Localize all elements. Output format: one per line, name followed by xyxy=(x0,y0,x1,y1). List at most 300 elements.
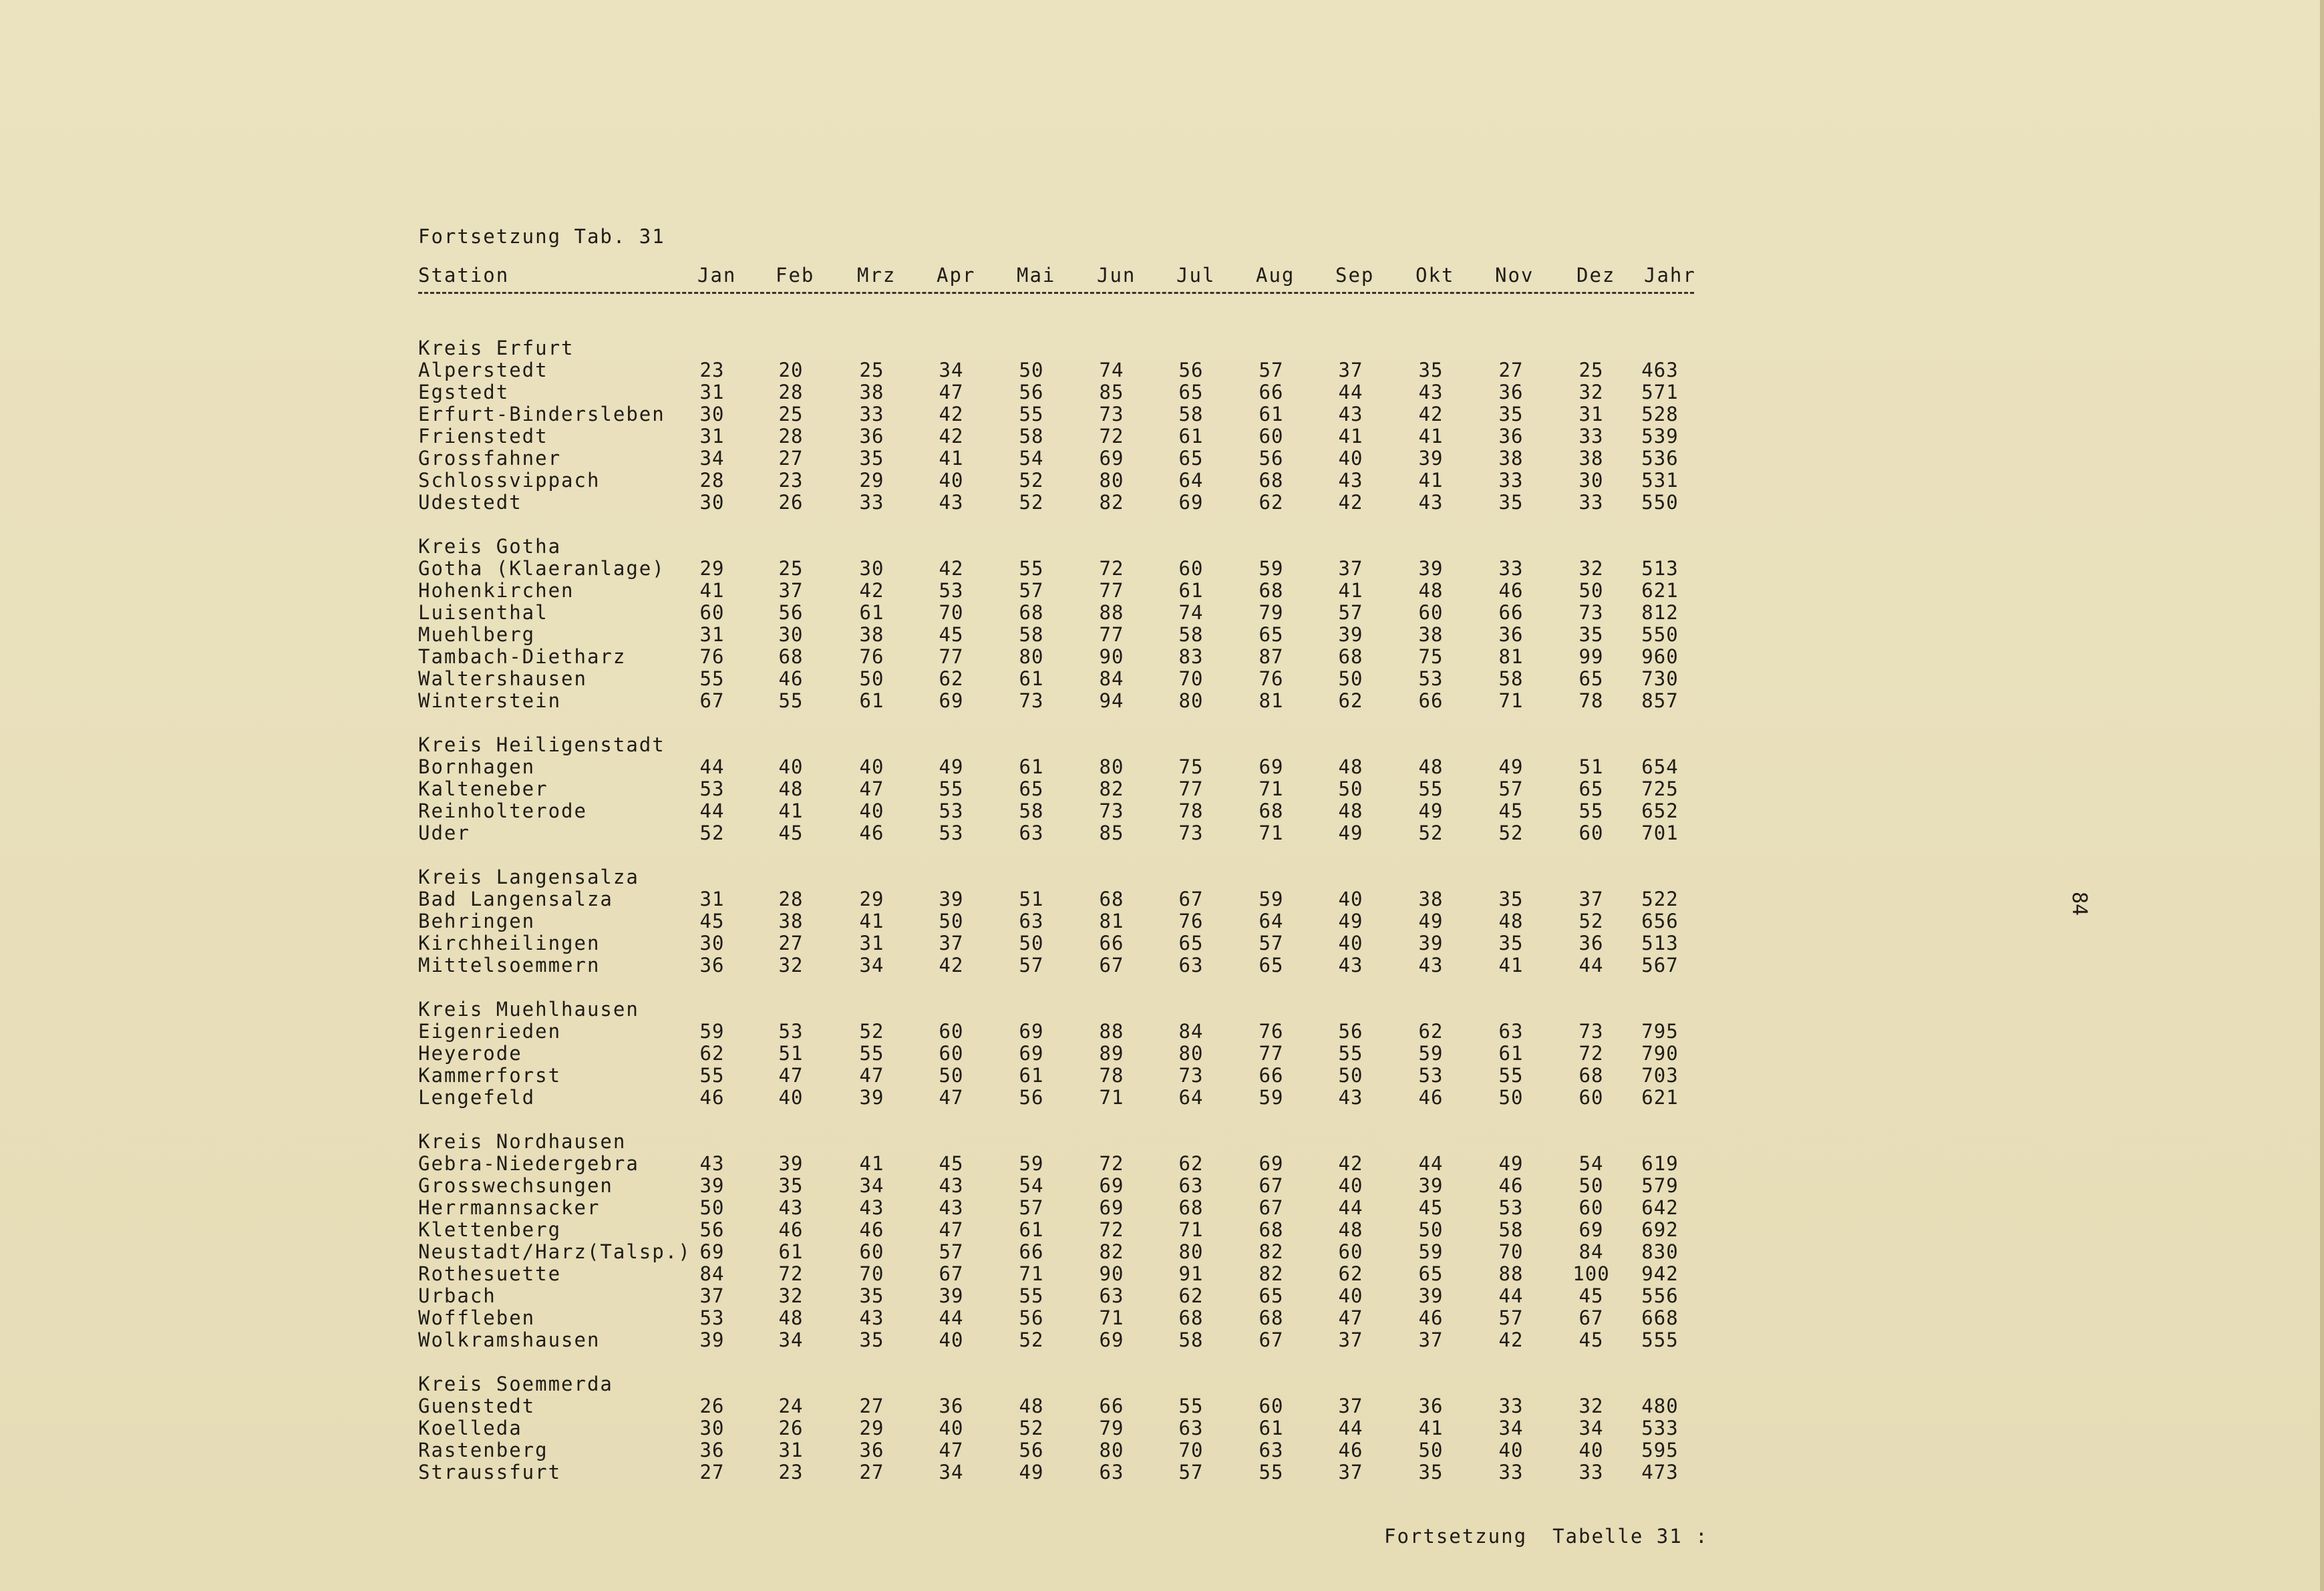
table-row xyxy=(418,800,1727,822)
table-cell: 46 xyxy=(699,1086,725,1109)
group-title: Kreis Muehlhausen xyxy=(418,998,639,1021)
table-cell: 701 xyxy=(1641,822,1679,844)
table-cell: 52 xyxy=(1019,1329,1044,1351)
table-cell: 71 xyxy=(1259,822,1284,844)
table-cell: 53 xyxy=(699,777,725,800)
station-name: Grossfahner xyxy=(418,447,562,470)
table-cell: 37 xyxy=(1418,1329,1444,1351)
table-cell: 81 xyxy=(1259,689,1284,712)
table-cell: 61 xyxy=(1259,403,1284,425)
table-cell: 39 xyxy=(939,888,964,910)
table-cell: 66 xyxy=(1498,601,1524,624)
table-cell: 31 xyxy=(699,888,725,910)
table-cell: 68 xyxy=(1259,800,1284,822)
table-cell: 88 xyxy=(1498,1262,1524,1285)
table-cell: 73 xyxy=(1579,601,1604,624)
table-cell: 50 xyxy=(1019,932,1044,954)
table-cell: 34 xyxy=(1579,1417,1604,1439)
table-cell: 49 xyxy=(1418,800,1444,822)
table-cell: 55 xyxy=(1259,1461,1284,1483)
table-cell: 41 xyxy=(859,910,884,932)
table-cell: 55 xyxy=(1019,557,1044,580)
table-cell: 73 xyxy=(1099,800,1124,822)
table-cell: 35 xyxy=(1498,403,1524,425)
table-cell: 69 xyxy=(1099,1196,1124,1219)
table-cell: 40 xyxy=(1338,447,1363,470)
table-row xyxy=(418,932,1727,954)
table-cell: 82 xyxy=(1099,491,1124,514)
group-title: Kreis Nordhausen xyxy=(418,1130,627,1153)
table-cell: 473 xyxy=(1641,1461,1679,1483)
table-cell: 41 xyxy=(1338,425,1363,448)
header-jahr: Jahr xyxy=(1644,264,1696,287)
station-group xyxy=(418,999,1727,1109)
station-name: Egstedt xyxy=(418,381,510,403)
table-cell: 62 xyxy=(1178,1152,1204,1175)
table-cell: 73 xyxy=(1579,1020,1604,1043)
table-cell: 58 xyxy=(1498,1218,1524,1241)
table-cell: 68 xyxy=(1178,1196,1204,1219)
table-cell: 61 xyxy=(778,1240,804,1263)
table-cell: 41 xyxy=(1418,1417,1444,1439)
table-cell: 68 xyxy=(1259,1306,1284,1329)
table-cell: 36 xyxy=(859,1439,884,1461)
table-cell: 60 xyxy=(1338,1240,1363,1263)
table-cell: 64 xyxy=(1178,1086,1204,1109)
table-cell: 51 xyxy=(1019,888,1044,910)
table-cell: 68 xyxy=(1259,1218,1284,1241)
table-cell: 88 xyxy=(1099,601,1124,624)
table-cell: 32 xyxy=(778,954,804,977)
table-cell: 44 xyxy=(699,800,725,822)
table-row xyxy=(418,756,1727,778)
table-row xyxy=(418,1065,1727,1087)
table-cell: 63 xyxy=(1099,1461,1124,1483)
table-cell: 69 xyxy=(1019,1020,1044,1043)
table-cell: 62 xyxy=(1338,689,1363,712)
table-cell: 45 xyxy=(939,1152,964,1175)
table-cell: 80 xyxy=(1178,1042,1204,1065)
table-row xyxy=(418,492,1727,514)
table-cell: 49 xyxy=(1498,1152,1524,1175)
table-cell: 53 xyxy=(699,1306,725,1329)
table-cell: 40 xyxy=(939,1417,964,1439)
table-cell: 69 xyxy=(1259,755,1284,778)
header-jan: Jan xyxy=(697,264,737,287)
table-cell: 80 xyxy=(1099,755,1124,778)
table-cell: 58 xyxy=(1178,403,1204,425)
table-row xyxy=(418,1263,1727,1285)
table-cell: 48 xyxy=(1338,1218,1363,1241)
table-cell: 61 xyxy=(1178,579,1204,602)
table-cell: 41 xyxy=(778,800,804,822)
table-cell: 31 xyxy=(1579,403,1604,425)
station-group xyxy=(418,1131,1727,1351)
table-cell: 33 xyxy=(859,491,884,514)
station-name: Guenstedt xyxy=(418,1395,536,1417)
table-row xyxy=(418,646,1727,668)
table-cell: 27 xyxy=(778,932,804,954)
station-name: Straussfurt xyxy=(418,1461,562,1483)
table-cell: 49 xyxy=(1019,1461,1044,1483)
table-row xyxy=(418,1175,1727,1197)
table-cell: 40 xyxy=(1338,932,1363,954)
table-cell: 40 xyxy=(778,755,804,778)
table-row xyxy=(418,1329,1727,1351)
table-caption: Fortsetzung Tab. 31 xyxy=(418,225,665,248)
table-cell: 34 xyxy=(859,1174,884,1197)
table-cell: 23 xyxy=(699,359,725,381)
table-cell: 33 xyxy=(1498,557,1524,580)
table-cell: 65 xyxy=(1418,1262,1444,1285)
table-cell: 56 xyxy=(778,601,804,624)
table-cell: 39 xyxy=(859,1086,884,1109)
table-cell: 80 xyxy=(1019,645,1044,668)
table-cell: 35 xyxy=(1498,932,1524,954)
table-cell: 960 xyxy=(1641,645,1679,668)
station-name: Mittelsoemmern xyxy=(418,954,601,977)
table-cell: 58 xyxy=(1019,623,1044,646)
table-cell: 57 xyxy=(1338,601,1363,624)
table-cell: 36 xyxy=(699,1439,725,1461)
table-cell: 72 xyxy=(1579,1042,1604,1065)
table-cell: 56 xyxy=(1019,1086,1044,1109)
table-cell: 31 xyxy=(778,1439,804,1461)
table-cell: 795 xyxy=(1641,1020,1679,1043)
table-cell: 56 xyxy=(1178,359,1204,381)
station-name: Grosswechsungen xyxy=(418,1174,613,1197)
table-cell: 61 xyxy=(1019,755,1044,778)
table-cell: 65 xyxy=(1178,447,1204,470)
table-cell: 91 xyxy=(1178,1262,1204,1285)
table-cell: 68 xyxy=(778,645,804,668)
table-cell: 77 xyxy=(939,645,964,668)
table-row xyxy=(418,1153,1727,1175)
table-cell: 37 xyxy=(939,932,964,954)
table-cell: 66 xyxy=(1099,932,1124,954)
table-cell: 55 xyxy=(939,777,964,800)
table-cell: 55 xyxy=(699,667,725,690)
table-cell: 69 xyxy=(939,689,964,712)
table-row xyxy=(418,470,1727,492)
table-cell: 55 xyxy=(1019,1284,1044,1307)
table-cell: 539 xyxy=(1641,425,1679,448)
table-cell: 57 xyxy=(1019,579,1044,602)
table-cell: 40 xyxy=(859,755,884,778)
table-cell: 555 xyxy=(1641,1329,1679,1351)
table-cell: 60 xyxy=(1579,822,1604,844)
table-cell: 73 xyxy=(1099,403,1124,425)
table-cell: 60 xyxy=(939,1020,964,1043)
table-cell: 69 xyxy=(1099,1329,1124,1351)
table-cell: 60 xyxy=(1418,601,1444,624)
table-cell: 68 xyxy=(1178,1306,1204,1329)
table-cell: 69 xyxy=(699,1240,725,1263)
station-group xyxy=(418,866,1727,977)
table-cell: 67 xyxy=(699,689,725,712)
table-cell: 50 xyxy=(859,667,884,690)
table-cell: 52 xyxy=(1019,469,1044,492)
table-cell: 71 xyxy=(1099,1086,1124,1109)
table-cell: 39 xyxy=(939,1284,964,1307)
table-cell: 68 xyxy=(1259,469,1284,492)
table-cell: 75 xyxy=(1418,645,1444,668)
header-rule xyxy=(418,292,1694,294)
table-cell: 27 xyxy=(859,1461,884,1483)
table-cell: 56 xyxy=(1259,447,1284,470)
table-cell: 78 xyxy=(1579,689,1604,712)
table-row xyxy=(418,1197,1727,1219)
group-title: Kreis Erfurt xyxy=(418,337,574,359)
table-cell: 38 xyxy=(1418,888,1444,910)
table-cell: 74 xyxy=(1178,601,1204,624)
table-cell: 61 xyxy=(1259,1417,1284,1439)
table-cell: 65 xyxy=(1259,623,1284,646)
table-cell: 61 xyxy=(1178,425,1204,448)
table-cell: 32 xyxy=(778,1284,804,1307)
station-name: Lengefeld xyxy=(418,1086,536,1109)
table-cell: 528 xyxy=(1641,403,1679,425)
table-cell: 53 xyxy=(939,579,964,602)
table-cell: 29 xyxy=(859,1417,884,1439)
table-cell: 55 xyxy=(1178,1395,1204,1417)
table-cell: 42 xyxy=(1498,1329,1524,1351)
table-cell: 62 xyxy=(939,667,964,690)
header-feb: Feb xyxy=(776,264,815,287)
table-cell: 49 xyxy=(939,755,964,778)
table-cell: 31 xyxy=(699,623,725,646)
table-cell: 46 xyxy=(1338,1439,1363,1461)
station-name: Behringen xyxy=(418,910,536,932)
table-cell: 42 xyxy=(1418,403,1444,425)
table-cell: 56 xyxy=(699,1218,725,1241)
table-cell: 71 xyxy=(1099,1306,1124,1329)
table-cell: 39 xyxy=(1418,1284,1444,1307)
table-cell: 64 xyxy=(1259,910,1284,932)
station-name: Klettenberg xyxy=(418,1218,562,1241)
table-cell: 61 xyxy=(1019,1064,1044,1087)
table-cell: 579 xyxy=(1641,1174,1679,1197)
table-cell: 38 xyxy=(1418,623,1444,646)
table-cell: 63 xyxy=(1019,910,1044,932)
table-cell: 52 xyxy=(859,1020,884,1043)
table-cell: 69 xyxy=(1099,447,1124,470)
table-cell: 43 xyxy=(1418,381,1444,403)
table-cell: 52 xyxy=(699,822,725,844)
table-cell: 36 xyxy=(1498,381,1524,403)
table-row xyxy=(418,910,1727,932)
table-cell: 50 xyxy=(1418,1218,1444,1241)
table-cell: 44 xyxy=(699,755,725,778)
table-cell: 28 xyxy=(778,381,804,403)
table-cell: 78 xyxy=(1099,1064,1124,1087)
table-cell: 47 xyxy=(859,1064,884,1087)
table-cell: 84 xyxy=(1579,1240,1604,1263)
table-cell: 65 xyxy=(1259,1284,1284,1307)
table-cell: 45 xyxy=(778,822,804,844)
table-cell: 70 xyxy=(859,1262,884,1285)
table-cell: 40 xyxy=(1579,1439,1604,1461)
table-cell: 37 xyxy=(1338,557,1363,580)
table-cell: 87 xyxy=(1259,645,1284,668)
table-cell: 67 xyxy=(1259,1329,1284,1351)
table-cell: 692 xyxy=(1641,1218,1679,1241)
table-cell: 57 xyxy=(939,1240,964,1263)
table-cell: 32 xyxy=(1579,381,1604,403)
table-cell: 48 xyxy=(778,1306,804,1329)
table-cell: 830 xyxy=(1641,1240,1679,1263)
table-cell: 53 xyxy=(1498,1196,1524,1219)
table-cell: 31 xyxy=(699,425,725,448)
table-cell: 60 xyxy=(1579,1196,1604,1219)
table-cell: 39 xyxy=(1418,1174,1444,1197)
page-number: 84 xyxy=(2067,892,2091,916)
table-cell: 41 xyxy=(1498,954,1524,977)
table-cell: 35 xyxy=(1498,491,1524,514)
station-name: Frienstedt xyxy=(418,425,548,448)
table-cell: 38 xyxy=(1579,447,1604,470)
table-cell: 38 xyxy=(1498,447,1524,470)
station-group xyxy=(418,337,1727,514)
table-cell: 67 xyxy=(939,1262,964,1285)
table-row xyxy=(418,425,1727,448)
table-row xyxy=(418,624,1727,646)
table-cell: 44 xyxy=(1338,1196,1363,1219)
table-cell: 60 xyxy=(939,1042,964,1065)
table-cell: 60 xyxy=(1259,425,1284,448)
table-cell: 35 xyxy=(1579,623,1604,646)
table-cell: 33 xyxy=(1579,1461,1604,1483)
table-row xyxy=(418,1395,1727,1417)
header-aug: Aug xyxy=(1256,264,1295,287)
table-cell: 40 xyxy=(939,469,964,492)
table-cell: 38 xyxy=(859,381,884,403)
table-cell: 71 xyxy=(1498,689,1524,712)
table-cell: 43 xyxy=(1418,491,1444,514)
table-cell: 33 xyxy=(1579,425,1604,448)
table-cell: 42 xyxy=(939,557,964,580)
table-cell: 52 xyxy=(1019,491,1044,514)
table-cell: 60 xyxy=(859,1240,884,1263)
table-cell: 47 xyxy=(939,1218,964,1241)
table-cell: 72 xyxy=(1099,425,1124,448)
table-row xyxy=(418,690,1727,712)
table-cell: 49 xyxy=(1418,910,1444,932)
table-cell: 33 xyxy=(1579,491,1604,514)
station-name: Rothesuette xyxy=(418,1262,562,1285)
table-cell: 621 xyxy=(1641,579,1679,602)
table-cell: 62 xyxy=(1418,1020,1444,1043)
table-cell: 88 xyxy=(1099,1020,1124,1043)
table-cell: 37 xyxy=(1338,1461,1363,1483)
table-cell: 41 xyxy=(1338,579,1363,602)
station-name: Tambach-Dietharz xyxy=(418,645,627,668)
table-cell: 50 xyxy=(699,1196,725,1219)
table-cell: 84 xyxy=(1178,1020,1204,1043)
table-cell: 57 xyxy=(1498,777,1524,800)
header-station: Station xyxy=(418,264,510,287)
table-cell: 80 xyxy=(1099,469,1124,492)
table-cell: 34 xyxy=(939,1461,964,1483)
table-cell: 66 xyxy=(1019,1240,1044,1263)
table-cell: 71 xyxy=(1178,1218,1204,1241)
table-cell: 57 xyxy=(1019,954,1044,977)
table-cell: 49 xyxy=(1338,822,1363,844)
table-cell: 25 xyxy=(778,403,804,425)
table-cell: 59 xyxy=(699,1020,725,1043)
table-cell: 46 xyxy=(778,667,804,690)
table-cell: 30 xyxy=(699,403,725,425)
table-cell: 40 xyxy=(1338,1284,1363,1307)
table-cell: 34 xyxy=(1498,1417,1524,1439)
table-cell: 49 xyxy=(1338,910,1363,932)
table-cell: 53 xyxy=(1418,1064,1444,1087)
table-cell: 62 xyxy=(1338,1262,1363,1285)
table-cell: 52 xyxy=(1019,1417,1044,1439)
table-cell: 78 xyxy=(1178,800,1204,822)
table-cell: 35 xyxy=(1418,1461,1444,1483)
table-cell: 56 xyxy=(1019,1439,1044,1461)
table-cell: 68 xyxy=(1579,1064,1604,1087)
station-name: Kirchheilingen xyxy=(418,932,601,954)
table-cell: 52 xyxy=(1418,822,1444,844)
table-cell: 59 xyxy=(1259,1086,1284,1109)
table-cell: 35 xyxy=(859,1284,884,1307)
table-cell: 50 xyxy=(1418,1439,1444,1461)
group-title: Kreis Gotha xyxy=(418,535,562,558)
table-cell: 82 xyxy=(1259,1262,1284,1285)
table-cell: 77 xyxy=(1259,1042,1284,1065)
header-mrz: Mrz xyxy=(857,264,896,287)
station-name: Urbach xyxy=(418,1284,496,1307)
table-cell: 69 xyxy=(1579,1218,1604,1241)
table-cell: 531 xyxy=(1641,469,1679,492)
table-cell: 812 xyxy=(1641,601,1679,624)
table-cell: 76 xyxy=(1259,667,1284,690)
table-cell: 48 xyxy=(1338,755,1363,778)
table-cell: 65 xyxy=(1019,777,1044,800)
table-cell: 36 xyxy=(939,1395,964,1417)
station-name: Alperstedt xyxy=(418,359,548,381)
table-cell: 71 xyxy=(1259,777,1284,800)
header-apr: Apr xyxy=(937,264,976,287)
table-cell: 730 xyxy=(1641,667,1679,690)
table-cell: 80 xyxy=(1178,1240,1204,1263)
table-cell: 63 xyxy=(1178,1417,1204,1439)
table-cell: 40 xyxy=(1338,888,1363,910)
continuation-table: Tabelle 31 : xyxy=(1552,1525,1709,1548)
table-cell: 61 xyxy=(1019,1218,1044,1241)
table-cell: 39 xyxy=(1418,557,1444,580)
table-cell: 43 xyxy=(939,491,964,514)
table-cell: 73 xyxy=(1178,822,1204,844)
table-cell: 857 xyxy=(1641,689,1679,712)
table-cell: 69 xyxy=(1019,1042,1044,1065)
table-cell: 67 xyxy=(1259,1174,1284,1197)
table-cell: 85 xyxy=(1099,822,1124,844)
table-row xyxy=(418,403,1727,425)
table-cell: 25 xyxy=(778,557,804,580)
table-cell: 40 xyxy=(939,1329,964,1351)
station-name: Neustadt/Harz(Talsp.) xyxy=(418,1240,691,1263)
table-cell: 42 xyxy=(939,403,964,425)
station-name: Herrmannsacker xyxy=(418,1196,601,1219)
table-cell: 550 xyxy=(1641,623,1679,646)
table-cell: 29 xyxy=(699,557,725,580)
table-cell: 50 xyxy=(1579,579,1604,602)
table-cell: 36 xyxy=(1498,425,1524,448)
table-cell: 45 xyxy=(1498,800,1524,822)
